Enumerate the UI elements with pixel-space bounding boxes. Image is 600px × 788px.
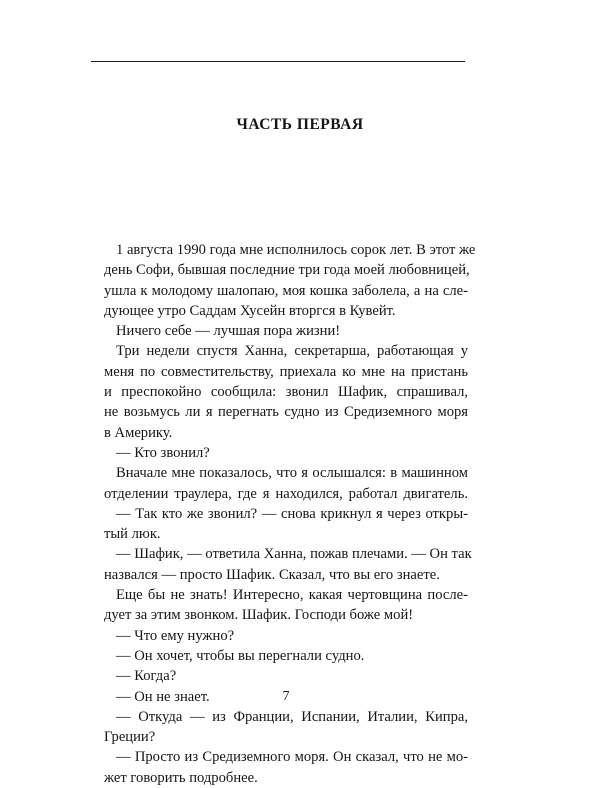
text-line: — Шафик, — ответила Ханна, пожав плечами. — Он так	[116, 546, 472, 563]
text-line: не возьмусь ли я перегнать судно из Средиземного моря	[104, 404, 468, 421]
text-line: Греции?	[104, 729, 156, 746]
text-line: — Так кто же звонил? — снова крикнул я через откры-	[116, 505, 468, 522]
text-line: дующее утро Саддам Хусейн вторгся в Кувейт.	[104, 302, 396, 319]
text-line: Три недели спустя Ханна, секретарша, работающая у	[116, 343, 468, 360]
page-number: 7	[282, 689, 290, 704]
text-line: — Что ему нужно?	[116, 627, 235, 644]
text-line: — Он не знает.	[116, 688, 210, 705]
text-line: ушла к молодому шалопаю, моя кошка заболела, а на сле-	[104, 282, 468, 299]
part-title: ЧАСТЬ ПЕРВАЯ	[236, 116, 364, 133]
text-line: Вначале мне показалось, что я ослышался: в машинном	[116, 465, 468, 482]
text-line: день Софи, бывшая последние три года моей любовницей,	[104, 262, 470, 279]
text-line: Ничего себе — лучшая пора жизни!	[116, 323, 341, 340]
text-line: отделении траулера, где я находился, работал двигатель.	[104, 485, 468, 502]
text-line: — Он хочет, чтобы вы перегнали судно.	[116, 647, 365, 664]
text-line: — Кто звонил?	[116, 444, 210, 461]
text-line: в Америку.	[104, 424, 173, 441]
top-rule	[91, 61, 465, 62]
text-line: тый люк.	[104, 526, 161, 543]
text-line: 1 августа 1990 года мне исполнилось сорок лет. В этот же	[116, 242, 476, 258]
text-line: жет говорить подробнее.	[104, 769, 258, 786]
text-line: назвался — просто Шафик. Сказал, что вы его знаете.	[104, 566, 440, 583]
text-line: и преспокойно сообщила: звонил Шафик, спрашивал,	[104, 384, 468, 401]
text-line: — Когда?	[116, 668, 177, 685]
text-line: Еще бы не знать! Интересно, какая чертовщина после-	[116, 587, 468, 604]
text-line: — Просто из Средиземного моря. Он сказал, что не мо-	[116, 749, 468, 766]
body-text	[104, 240, 476, 788]
text-line: — Откуда — из Франции, Испании, Италии, Кипра,	[116, 708, 468, 725]
text-line: дует за этим звонком. Шафик. Господи боже мой!	[104, 607, 414, 624]
text-line: меня по совместительству, приехала ко мне на пристань	[104, 363, 468, 380]
